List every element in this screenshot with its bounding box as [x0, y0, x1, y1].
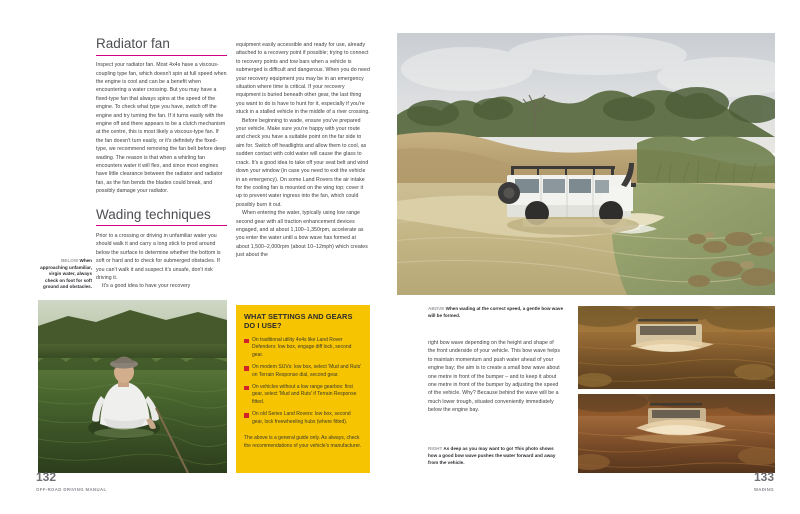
photo-wading-on-foot [38, 300, 227, 473]
caption-label: RIGHT [428, 446, 443, 451]
page-number: 133 [753, 470, 774, 484]
paragraph: It's a good idea to have your recovery [102, 283, 191, 290]
list-item-text: On modern SUVs: low box, select 'Mud and Ruts' on Terrain Response dial, second gear. [252, 364, 362, 378]
list-item [244, 364, 362, 379]
list-item [244, 384, 362, 407]
bullet-square-icon [244, 366, 249, 371]
folio-left [36, 471, 106, 492]
page-title-wading-techniques: Wading techniques [96, 206, 211, 222]
caption-below [38, 258, 92, 291]
list-item [244, 337, 362, 360]
list-item-text: On vehicles without a low range gearbox: first gear, select 'Mud and Ruts' if Terrain Response fitted. [252, 383, 357, 405]
right-page-column [428, 339, 562, 415]
callout-list [244, 337, 362, 426]
wading-techniques-body [96, 232, 227, 291]
book-title-footer: OFF-ROAD DRIVING MANUAL [36, 487, 107, 492]
paragraph: When entering the water, typically using low range second gear with all traction enhancement devices engaged, and at about 1,100–1,350rpm, accelerate as you enter the water until a bow wave has formed at about 1,500–2,000rpm (about 10–12mph) which creates just about the [236, 210, 368, 259]
caption-above [428, 306, 568, 320]
heading-rule [96, 55, 227, 56]
callout-title: WHAT SETTINGS AND GEARS DO I USE? [244, 312, 353, 331]
photo-bow-wave-orange [578, 306, 775, 389]
caption-right [428, 446, 562, 466]
list-item-text: On traditional utility 4x4s like Land Rover Defenders: low box, engage diff lock, second gear. [252, 336, 352, 358]
photo-defender-wading [397, 33, 775, 295]
list-item [244, 411, 362, 426]
section-radiator-fan [96, 36, 227, 196]
page-number: 132 [36, 470, 57, 484]
caption-text: When approaching unfamiliar, virgin water, always check on foot for soft ground and obstacles. [40, 258, 92, 290]
bullet-square-icon [244, 413, 249, 418]
caption-text: When wading at the correct speed, a gentle bow wave will be formed. [428, 306, 564, 318]
folio-right [754, 471, 774, 492]
heading-rule [96, 225, 227, 226]
paragraph: right bow wave depending on the height and shape of the front underside of your vehicle. This bow wave helps to maintain momentum and push water ahead of your engine bay; the aim is to create a small bow wave about one metre in front of the bumper – and to keep it about one metre in front of the bumper by adjusting the speed of the vehicle. Why? Because behind the wave will be a much lower trough, situated conveniently immediately below the engine bay. [428, 340, 560, 414]
photo-deep-red-water [578, 394, 775, 473]
list-item-text: On old Series Land Rovers: low box, second gear, lock freewheeling hubs (where fitted). [252, 411, 351, 425]
left-column [96, 36, 227, 291]
section-wading-techniques [96, 207, 227, 291]
bullet-square-icon [244, 339, 249, 344]
paragraph: Before beginning to wade, ensure you've prepared your vehicle. Make sure you're happy with your route and check you have a suitable point on the far side to aim for. Switch off headlights and allow them to cool, as sudden contact with cold water will cause the glass to crack. It's a good idea to take off your seat belt and wind down your window (in case you need to exit the vehicle in an emergency). On some Land Rovers the air intake for the cooling fan is mounted on the wing top; cover it up to prevent water ingress into the fan, which could possibly burn it out. [236, 117, 369, 208]
paragraph: Prior to a crossing or driving in unfamiliar water you should walk it and carry a long stick to prod around below the surface to determine whether the bottom is soft or hard and to check for submerged obstacles. If you can't walk it and suspect it's unsafe, don't risk driving it. [96, 232, 221, 281]
callout-what-settings-and-gears [236, 305, 370, 473]
bullet-square-icon [244, 386, 249, 391]
chapter-title-footer: WADING [754, 487, 774, 492]
paragraph: equipment easily accessible and ready for use, already attached to a recovery point if possible; trying to connect to recovery points and tow bars when a vehicle is submerged is difficult and dangerous. When you do need your recovery equipment you may be in an emergency situation where time is critical. If your recovery equipment is buried beneath other gear, the last thing you want to do is have to hunt for it, especially if you're stuck in a stalled vehicle in the middle of a river crossing. [236, 42, 370, 116]
caption-label: ABOVE [428, 306, 445, 311]
page-title-radiator-fan: Radiator fan [96, 36, 170, 51]
caption-text: As deep as you may want to go! This photo shows how a good bow wave pushes the water forward and away from the vehicle. [428, 446, 556, 465]
caption-label: BELOW [61, 258, 79, 263]
callout-note: The above is a general guide only. As always, check the recommendations of your vehicle's manufacturer. [244, 435, 362, 449]
left-page-middle-column [236, 41, 370, 260]
paragraph: Inspect your radiator fan. Most 4x4s have a viscous-coupling type fan, which doesn't spin at full speed when the engine is cool and can be a benefit when encountering a water crossing. But you may have a fixed-type fan that always spins at the speed of the engine. To check what type you have, switch off the engine and try turning the fan. If it turns easily with the engine off and there appears to be a clutch mechanism at the centre, this is most likely a viscous-type fan. If the fan doesn't turn easily, or it's definitely the fixed-type, we recommend removing the fan belt before deep wading. The reason is that when a whirling fan encounters water it will flex, and since most engines have little clearance between the radiator and radiator fan, as the fan bends the blades could break, and possibly damage your radiator. [96, 62, 227, 195]
radiator-fan-body [96, 61, 227, 196]
